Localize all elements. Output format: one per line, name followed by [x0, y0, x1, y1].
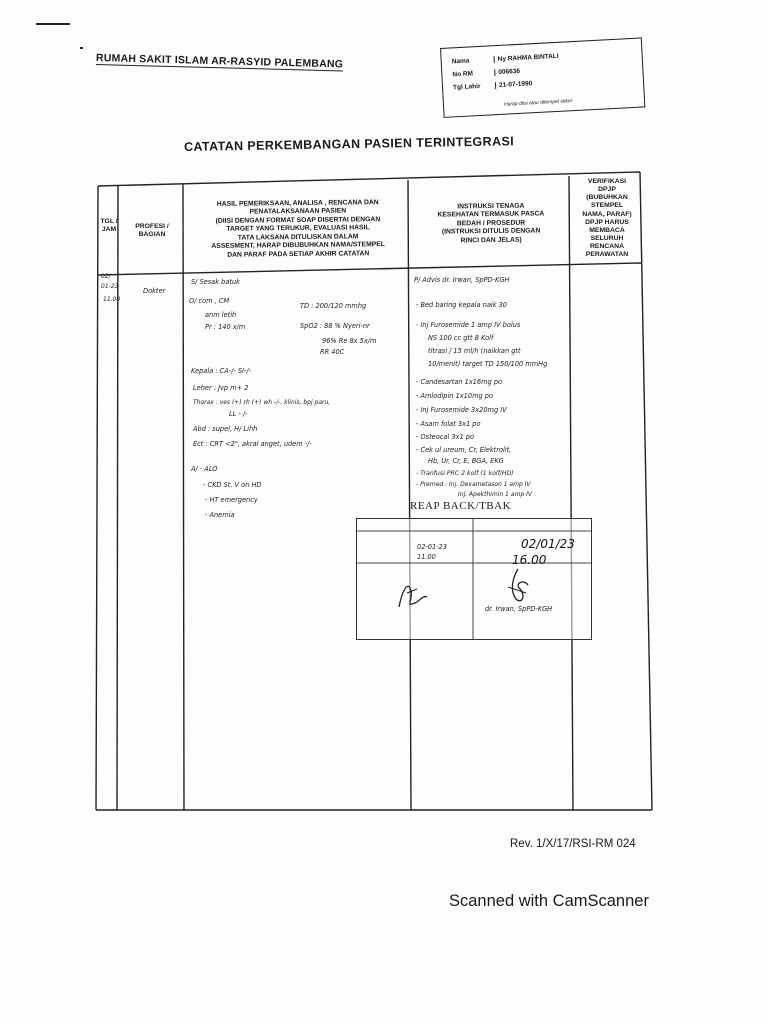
header-verification-line: DPJP HARUS — [585, 218, 629, 226]
header-verification-line: DPJP — [598, 186, 616, 194]
header-soap-line: (DIISI DENGAN FORMAT SOAP DISERTAI DENGAN — [215, 216, 381, 225]
soap-line: LL - /- — [229, 410, 248, 418]
soap-line: Leher : Jvp m+ 2 — [193, 384, 249, 392]
header-instruction-line: RINCI DAN JELAS) — [460, 236, 522, 245]
stamp-doctor-name: dr. Irwan, SpPD-KGH — [485, 605, 553, 613]
header-instruction-line: INSTRUKSI TENAGA — [457, 202, 525, 211]
instruction-line: NS 100 cc gtt 8 Kolf — [428, 334, 494, 342]
soap-line: anm letih — [205, 311, 237, 319]
scanner-watermark: Scanned with CamScanner — [449, 892, 649, 910]
header-verification-line: RENCANA — [590, 243, 624, 251]
soap-line: A/ - ALO — [191, 465, 218, 473]
instruction-line: titrasi / 15 ml/h (naikkan gtt — [428, 347, 521, 355]
stamp-right-time: 16.00 — [512, 553, 547, 567]
header-verification-line: STEMPEL — [590, 202, 624, 210]
header-verification-line: NAMA, PARAF) — [582, 210, 632, 218]
header-verification-line: MEMBACA — [589, 226, 625, 234]
sticker-note: Harap diisi atau ditempel stiker — [503, 98, 573, 108]
soap-line: Abd : supel, H/ Lihh — [193, 425, 258, 433]
stamp-right-date: 02/01/23 — [521, 537, 575, 551]
header-instruction-line: KESEHATAN TERMASUK PASCA — [437, 210, 545, 220]
soap-line: TD : 200/120 mmhg — [300, 302, 367, 310]
stamp-left-time: 11.00 — [417, 553, 436, 561]
patient-name-label: Nama — [451, 57, 470, 66]
left-signature — [393, 577, 433, 613]
birth-date-label: Tgl Lahir — [452, 82, 481, 92]
header-soap-line: TATA LAKSANA DITULISKAN DALAM — [237, 233, 359, 242]
soap-line: - CKD St. V on HD — [203, 481, 262, 489]
entry-date-line: 01-23 — [101, 283, 119, 290]
instruction-line: - Amlodipin 1x10mg po — [416, 392, 493, 400]
instruction-line: Inj. Apekthimin 1 amp IV — [458, 491, 533, 498]
medical-record-value: 006636 — [494, 68, 520, 76]
instruction-line: - Bed baring kepala naik 30 — [416, 301, 507, 309]
header-soap-line: ASSESMENT, HARAP DIBUBUHKAN NAMA/STEMPEL — [211, 241, 385, 251]
form-title: CATATAN PERKEMBANGAN PASIEN TERINTEGRASI — [183, 134, 515, 154]
header-soap-line: TARGET YANG TERUKUR, EVALUASI HASIL — [226, 224, 370, 234]
soap-line: 96% Re 8x 5x/m — [322, 337, 377, 345]
instruction-line: - Inj Furosemide 3x20mg IV — [416, 406, 507, 414]
soap-line: O/ com , CM — [189, 297, 230, 305]
header-soap-line: DAN PARAF PADA SETIAP AKHIR CATATAN — [227, 250, 370, 259]
soap-line: Thorax : ves (+) rh (+) wh -/-, klinis, bpj paru, — [193, 399, 331, 406]
header-soap — [192, 199, 405, 261]
scan-corner-mark — [36, 23, 70, 25]
header-verification — [572, 178, 642, 260]
soap-line: - Anemia — [205, 511, 235, 519]
patient-sticker — [440, 37, 645, 117]
header-verification-line: SELURUH — [590, 235, 624, 243]
soap-line: - HT emergency — [205, 496, 258, 504]
header-soap-line: HASIL PEMERIKSAAN, ANALISA , RENCANA DAN — [216, 199, 379, 208]
instruction-line: - Cek ul ureum, Cr, Elektrolit, — [416, 446, 512, 454]
instruction-line: - Tranfusi PRC 2 kolf (1 kolf/HD) — [416, 470, 514, 477]
instruction-line: - Inj Furosemide 1 amp IV bolus — [416, 321, 521, 329]
soap-line: Kepala : CA-/- SI-/- — [191, 367, 251, 375]
instruction-line: - Candesartan 1x16mg po — [416, 378, 503, 386]
header-profession: PROFESI / BAGIAN — [135, 223, 169, 239]
instruction-line: - Osteocal 3x1 po — [416, 433, 474, 441]
soap-line: Pr : 140 x/m — [205, 323, 246, 331]
entry-time-line: 11.00 — [103, 296, 121, 303]
soap-line: Ect : CRT <2", akral anget, udem -/- — [193, 440, 312, 448]
soap-line: SpO2 : 88 % Nyeri-nr — [300, 322, 370, 330]
header-instruction-line: (INSTRUKSI DITULIS DENGAN — [441, 227, 541, 236]
header-instruction — [416, 202, 566, 246]
soap-line: RR 40C — [320, 348, 345, 356]
header-verification-line: VERIFIKASI — [587, 178, 627, 185]
right-signature — [502, 567, 532, 607]
instruction-line: 10/menit) target TD 150/100 mmHg — [428, 360, 548, 368]
medical-record-label: No RM — [452, 70, 474, 79]
form-revision-code: Rev. 1/X/17/RSI-RM 024 — [510, 838, 636, 850]
instruction-line: - Asam folat 3x1 po — [416, 420, 481, 428]
soap-line: S/ Sesak batuk — [191, 278, 240, 286]
scan-corner-mark-small — [80, 47, 83, 49]
readback-stamp-title: REAP BACK/TBAK — [410, 500, 512, 512]
header-date-time: TGL / JAM — [100, 218, 118, 234]
stamp-left-date: 02-01-23 — [417, 543, 447, 551]
header-verification-line: (BUBUHKAN — [586, 194, 628, 202]
header-instruction-line: BEDAH / PROSEDUR — [456, 219, 526, 228]
patient-name-value: Ny RAHMA BINTALI — [494, 53, 559, 63]
header-verification-line: PERAWATAN — [585, 251, 629, 259]
instruction-line: - Premed : Inj. Dexametason 1 amp IV — [416, 481, 531, 488]
entry-profession: Dokter — [143, 287, 166, 295]
header-soap-line: PENATALAKSANAAN PASIEN — [249, 207, 347, 216]
entry-date-line: 02/ — [101, 273, 111, 280]
birth-date-value: 21-07-1990 — [495, 80, 533, 89]
instruction-line: P/ Advis dr. Irwan, SpPD-KGH — [414, 276, 510, 284]
hospital-name: RUMAH SAKIT ISLAM AR-RASYID PALEMBANG — [95, 52, 344, 71]
instruction-line: Hb, Ur, Cr, E, BGA, EKG — [428, 457, 504, 465]
readback-stamp — [356, 518, 592, 640]
